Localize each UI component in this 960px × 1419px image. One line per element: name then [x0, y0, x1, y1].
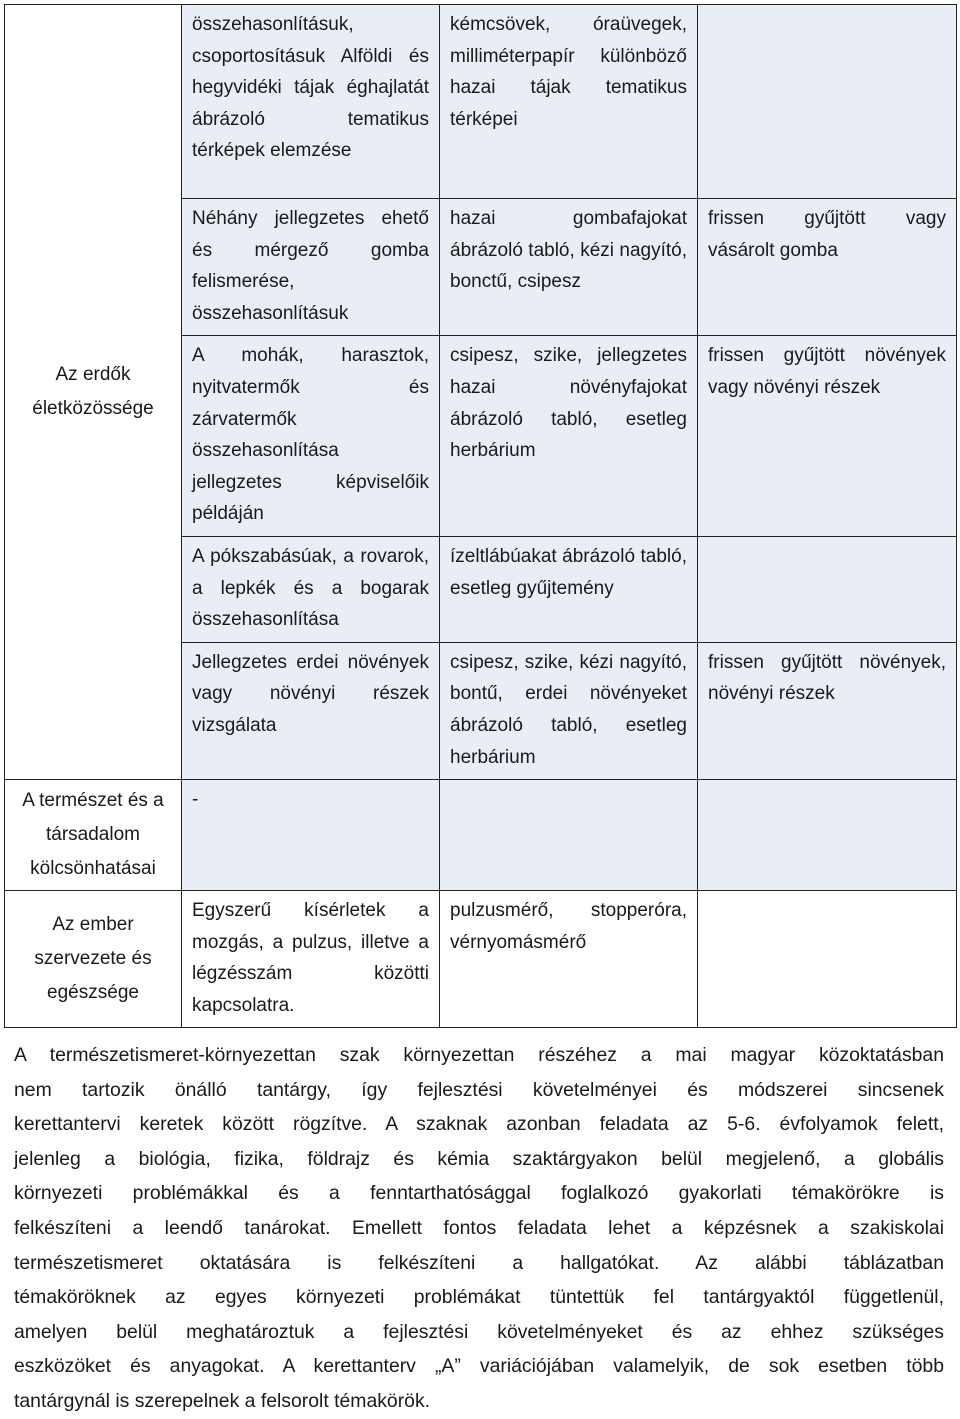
- paragraph-line: A természetismeret-környezettan szak környezettan részéhez a mai magyar közoktatásban: [14, 1044, 944, 1066]
- activity-cell: A pókszabásúak, a rovarok, a lepkék és a bogarak összehasonlítása: [182, 536, 440, 642]
- tools-cell: csipesz, szike, jellegzetes hazai növényfajokat ábrázoló tabló, esetleg herbárium: [440, 336, 698, 537]
- paragraph-line: kerettantervi keretek között rögzítve. A szaknak azonban feladata az 5-6. évfolyamok felett,: [14, 1113, 944, 1136]
- paragraph-line: tantárgynál is szerepelnek a felsorolt témakörök.: [14, 1389, 431, 1412]
- activity-cell: Jellegzetes erdei növények vagy növényi részek vizsgálata: [182, 642, 440, 779]
- paragraph-line: természetismeret oktatására is felkészíteni a hallgatókat. Az alábbi táblázatban: [14, 1251, 944, 1274]
- table-row: [5, 5, 957, 199]
- topics-table: [4, 4, 957, 1028]
- tools-cell: [440, 780, 698, 891]
- materials-cell: [698, 5, 957, 199]
- activity-cell: összehasonlításuk, csoportosításuk Alföldi és hegyvidéki tájak éghajlatát ábrázoló tematikus térképek elemzése: [182, 5, 440, 199]
- materials-cell: [698, 891, 957, 1028]
- activity-cell: A mohák, harasztok, nyitvatermők és zárvatermők összehasonlítása jellegzetes képviselőik példáján: [182, 336, 440, 537]
- topic-cell: Az ember szervezete és egészsége: [5, 891, 182, 1028]
- materials-cell: [698, 780, 957, 891]
- table-row: [5, 780, 957, 891]
- tools-cell: pulzusmérő, stopperóra, vérnyomásmérő: [440, 891, 698, 1028]
- topic-cell: Az erdők életközössége: [5, 5, 182, 780]
- activity-cell: Egyszerű kísérletek a mozgás, a pulzus, illetve a légzésszám közötti kapcsolatra.: [182, 891, 440, 1028]
- tools-cell: ízeltlábúakat ábrázoló tabló, esetleg gyűjtemény: [440, 536, 698, 642]
- paragraph-line: felkészíteni a leendő tanárokat. Emellett fontos feladata lehet a képzésnek a szakiskolai: [14, 1216, 944, 1239]
- table-row: [5, 891, 957, 1028]
- activity-cell: Néhány jellegzetes ehető és mérgező gomba felismerése, összehasonlításuk: [182, 199, 440, 336]
- topic-cell: A természet és a társadalom kölcsönhatásai: [5, 780, 182, 891]
- paragraph-line: eszközöket és anyagokat. A kerettanterv „A” variációjában valamelyik, de sok esetben több: [14, 1355, 944, 1378]
- tools-cell: hazai gombafajokat ábrázoló tabló, kézi nagyító, bonctű, csipesz: [440, 199, 698, 336]
- activity-cell: -: [182, 780, 440, 891]
- materials-cell: [698, 536, 957, 642]
- tools-cell: kémcsövek, óraüvegek, milliméterpapír különböző hazai tájak tematikus térképei: [440, 5, 698, 199]
- paragraph-line: jelenleg a biológia, fizika, földrajz és kémia szaktárgyakon belül megjelenő, a globális: [14, 1147, 944, 1170]
- materials-cell: frissen gyűjtött növények, növényi részek: [698, 642, 957, 779]
- body-paragraph: [14, 1038, 944, 1419]
- paragraph-line: környezeti problémákkal és a fenntarthatósággal foglalkozó gyakorlati témakörökre is: [14, 1182, 944, 1205]
- tools-cell: csipesz, szike, kézi nagyító, bontű, erdei növényeket ábrázoló tabló, esetleg herbárium: [440, 642, 698, 779]
- paragraph-line: nem tartozik önálló tantárgy, így fejlesztési követelményei és módszerei sincsenek: [14, 1078, 944, 1101]
- paragraph-line: témaköröknek az egyes környezeti problémákat tüntettük fel tantárgyaktól függetlenül,: [14, 1286, 944, 1309]
- materials-cell: frissen gyűjtött növények vagy növényi részek: [698, 336, 957, 537]
- materials-cell: frissen gyűjtött vagy vásárolt gomba: [698, 199, 957, 336]
- paragraph-line: amelyen belül meghatároztuk a fejlesztési követelményeket és az ehhez szükséges: [14, 1320, 944, 1343]
